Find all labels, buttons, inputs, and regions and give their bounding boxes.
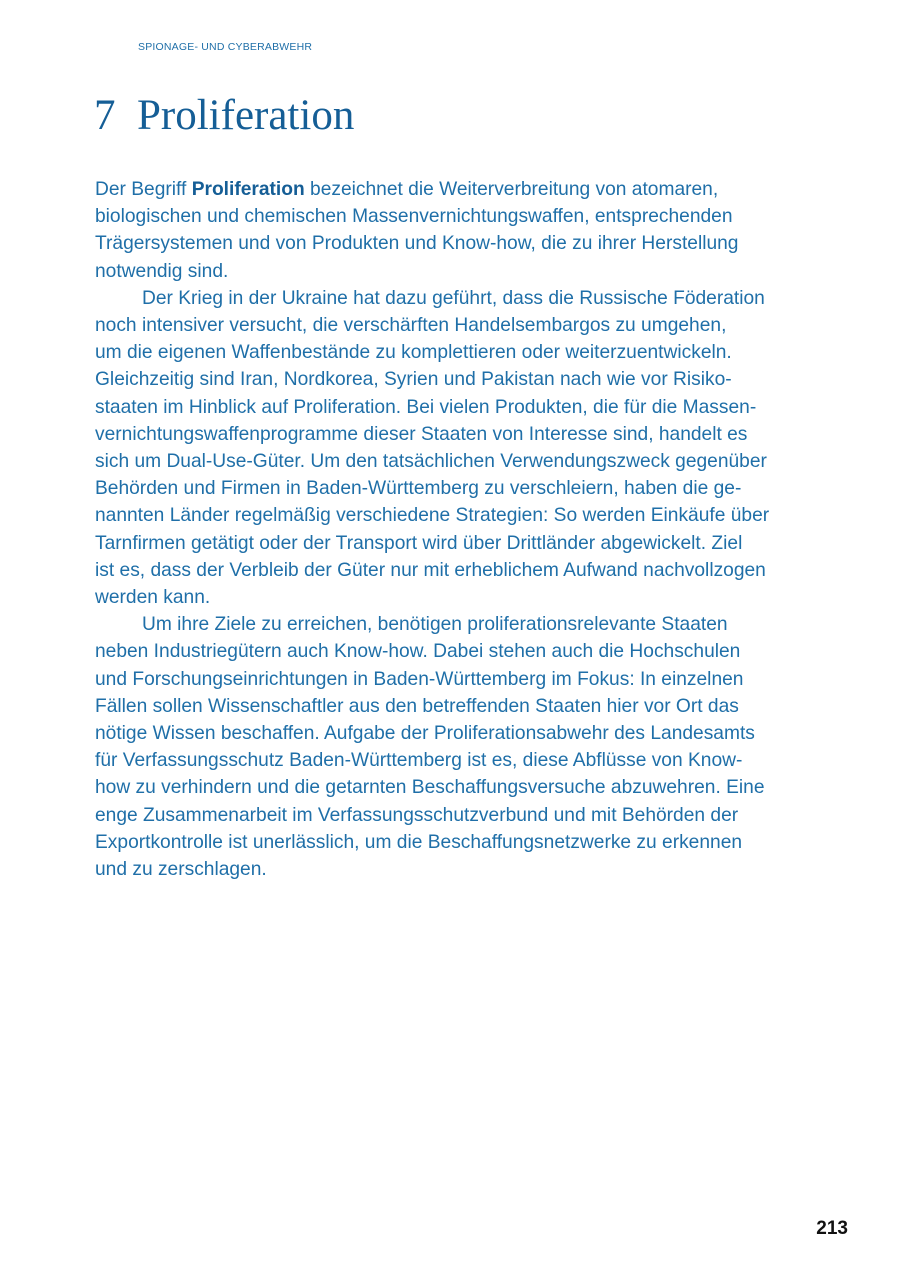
text-line: werden kann. xyxy=(95,587,211,609)
text-line: Gleichzeitig sind Iran, Nordkorea, Syrien und Pakistan nach wie vor Risiko- xyxy=(95,369,732,391)
text-line: um die eigenen Waffenbestände zu komplettieren oder weiterzuentwickeln. xyxy=(95,342,732,364)
text-line: und zu zerschlagen. xyxy=(95,859,267,881)
text-line: Exportkontrolle ist unerlässlich, um die Beschaffungsnetzwerke zu erkennen xyxy=(95,831,743,853)
text-line: nötige Wissen beschaffen. Aufgabe der Proliferationsabwehr des Landesamts xyxy=(95,723,755,745)
text-line: staaten im Hinblick auf Proliferation. Bei vielen Produkten, die für die Massen- xyxy=(95,396,757,418)
text-line: Um ihre Ziele zu erreichen, benötigen proliferationsrelevante Staaten xyxy=(142,614,728,636)
text-line: ist es, dass der Verbleib der Güter nur mit erheblichem Aufwand nachvollzogen xyxy=(95,559,766,581)
text-line: und Forschungseinrichtungen in Baden-Württemberg im Fokus: In einzelnen xyxy=(95,668,744,690)
body-text xyxy=(95,176,855,883)
text-line: how zu verhindern und die getarnten Beschaffungsversuche abzuwehren. Eine xyxy=(95,777,765,799)
text-line: noch intensiver versucht, die verschärften Handelsembargos zu umgehen, xyxy=(95,315,727,337)
paragraph-1 xyxy=(95,176,855,285)
chapter-title: Proliferation xyxy=(137,92,355,139)
paragraph-3 xyxy=(95,611,855,883)
chapter-heading xyxy=(94,94,354,137)
text-line: Tarnfirmen getätigt oder der Transport wird über Drittländer abgewickelt. Ziel xyxy=(95,532,743,554)
text-line: nannten Länder regelmäßig verschiedene Strategien: So werden Einkäufe über xyxy=(95,505,770,527)
text-line: Trägersystemen und von Produkten und Know-how, die zu ihrer Herstellung xyxy=(95,233,739,255)
text-line: Der Begriff Proliferation bezeichnet die Weiterverbreitung von atomaren, xyxy=(95,179,719,200)
running-head: SPIONAGE- UND CYBERABWEHR xyxy=(138,41,313,53)
text-line: biologischen und chemischen Massenvernichtungswaffen, entsprechenden xyxy=(95,206,733,228)
text-line: neben Industriegütern auch Know-how. Dabei stehen auch die Hochschulen xyxy=(95,641,741,663)
text-line: vernichtungswaffenprogramme dieser Staaten von Interesse sind, handelt es xyxy=(95,423,748,445)
text-line: enge Zusammenarbeit im Verfassungsschutzverbund und mit Behörden der xyxy=(95,804,739,826)
defined-term: Proliferation xyxy=(191,179,305,200)
page-number: 213 xyxy=(816,1218,848,1239)
text-line: Behörden und Firmen in Baden-Württemberg zu verschleiern, haben die ge- xyxy=(95,478,742,500)
text-line: notwendig sind. xyxy=(95,260,229,282)
chapter-number: 7 xyxy=(94,92,116,139)
paragraph-2 xyxy=(95,285,855,611)
text-line: für Verfassungsschutz Baden-Württemberg ist es, diese Abflüsse von Know- xyxy=(95,750,743,772)
text-line: Der Krieg in der Ukraine hat dazu geführt, dass die Russische Föderation xyxy=(142,287,765,309)
text-line: sich um Dual-Use-Güter. Um den tatsächlichen Verwendungszweck gegenüber xyxy=(95,451,767,473)
text-line: Fällen sollen Wissenschaftler aus den betreffenden Staaten hier vor Ort das xyxy=(95,695,739,717)
